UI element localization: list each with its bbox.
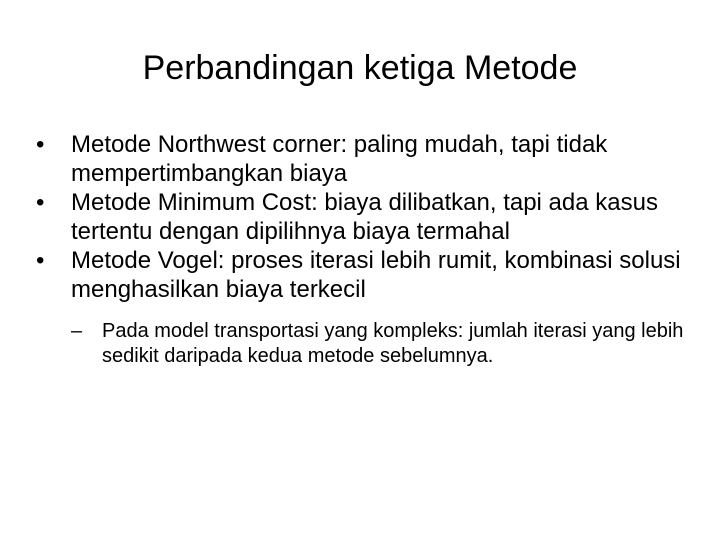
sub-bullet-text: Pada model transportasi yang kompleks: jumlah iterasi yang lebih sedikit daripada kedua metode sebelumnya. [102, 320, 684, 367]
bullet-marker: • [36, 247, 45, 274]
bullet-text: Metode Vogel: proses iterasi lebih rumit, kombinasi solusi menghasilkan biaya terkecil [71, 247, 681, 303]
bullet-list [36, 130, 686, 369]
bullet-item [36, 246, 686, 304]
bullet-item [36, 130, 686, 188]
bullet-marker: • [36, 131, 45, 158]
bullet-item [36, 188, 686, 246]
sub-bullet-marker: – [71, 320, 83, 342]
bullet-marker: • [36, 189, 45, 216]
sub-bullet-item [36, 319, 686, 369]
bullet-text: Metode Minimum Cost: biaya dilibatkan, tapi ada kasus tertentu dengan dipilihnya biaya termahal [71, 189, 658, 245]
slide-title: Perbandingan ketiga Metode [142, 49, 578, 87]
bullet-text: Metode Northwest corner: paling mudah, tapi tidak mempertimbangkan biaya [71, 131, 608, 187]
